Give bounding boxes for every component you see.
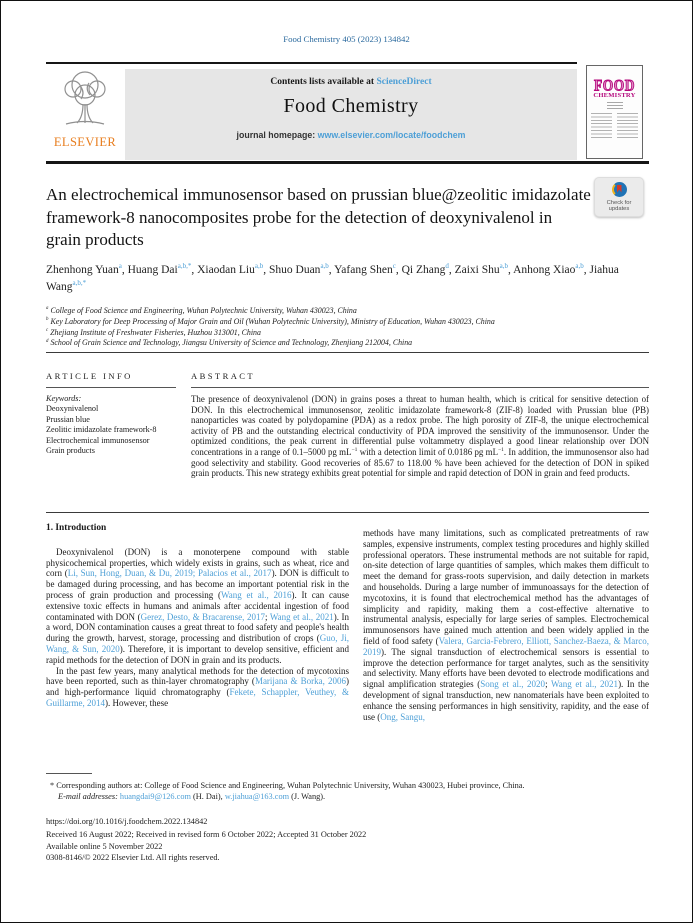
text-segment: In the past few years, many analytical methods for the detection of mycotoxins have been reported, such as thin-layer chromatography ( (46, 665, 349, 687)
author-name: Zaixi Shu (454, 264, 500, 276)
author-affiliation-sup[interactable]: a (118, 262, 122, 271)
page-citation: Food Chemistry 405 (2023) 134842 (283, 34, 410, 44)
affiliations-rule (46, 352, 649, 353)
contents-prefix: Contents lists available at (270, 77, 377, 87)
text-segment: methods have many limitations, such as complicated pretreatments of raw samples, expensive instruments, complex testing procedures and highly skilled professional operators. These instrumental methods are not suitable for rapid, on-site detection of large quantities of samples, which makes them difficult to meet the demand for grass-roots supervision, and daily detection in markets and households. During a large number of immunoassays for the detection of mycotoxins, it is found that electrochemical method has the advantages of simplicity and rapidity, making them a cost-effective alternative to instrumental analysis, especially for large series of samples. Electrochemical immunosensors have gained much attention and been widely applied in the field of food safety ( (363, 528, 649, 646)
author-affiliation-sup[interactable]: a,b (320, 262, 329, 271)
intro-right-column (363, 528, 649, 722)
author-affiliation-sup[interactable]: d (445, 262, 449, 271)
contents-line (125, 77, 577, 87)
affiliation-text: School of Grain Science and Technology, Jiangsu University of Science and Technology, Zhenjiang 212004, China (50, 338, 413, 348)
text-segment: ; (545, 679, 551, 690)
author-name: Xiaodan Liu (197, 264, 255, 276)
author-affiliation-sup[interactable]: a,b (254, 262, 264, 271)
crossmark-icon (612, 182, 627, 197)
keywords-label: Keywords: (46, 394, 82, 403)
citation-link[interactable]: huangdai9@126.com (119, 792, 191, 802)
author-separator: , (191, 264, 198, 276)
text-segment: ). DON is difficult to be damaged during processing, and has become an important potential risk in the process of grain production and processing ( (46, 568, 349, 600)
corresponding-text: * Corresponding authors at: College of Food Science and Engineering, Wuhan Polytechnic University, Wuhan 430023, Hubei province, China. (50, 781, 525, 790)
author-separator: , (583, 264, 590, 276)
text-segment: Deoxynivalenol (DON) is a monoterpene compound with stable physicochemical properties, which widely exists in grains, such as wheat, rice and corn ( (46, 546, 349, 579)
text-segment: ) and high-performance liquid chromatography ( (46, 676, 349, 698)
text-segment: ). It can cause extensive toxic effects in humans and animals after accidental ingestion of food contaminated with DON ( (46, 589, 349, 622)
text-segment: ; (264, 611, 270, 622)
affiliation-sup: d (46, 338, 49, 344)
citation-link[interactable]: Marijana & Borka, 2006 (254, 676, 346, 687)
top-rule (46, 62, 577, 64)
elsevier-tree-icon (57, 67, 113, 129)
author-separator: , (328, 264, 335, 276)
check-updates-badge[interactable] (594, 177, 644, 217)
sciencedirect-link[interactable]: ScienceDirect (376, 77, 432, 87)
affiliation-sup: a (46, 306, 49, 312)
affiliations (46, 306, 649, 349)
check-updates-label: Check for updates (606, 199, 632, 212)
cover-editor-lines (587, 111, 642, 140)
text-segment: . In addition, the immunosensor also had good selectivity and stability. Good recoveries of 85.67 to 118.00 % have been achieved for the detection of DON in spiked grain products. This new strategy exhibits great potential for simple and rapid detection of DON in grain and feed products. (191, 446, 649, 479)
text-segment: (H. Dai), (190, 792, 225, 802)
author-affiliation-sup[interactable]: a,b,* (72, 278, 87, 287)
citation-link[interactable]: w.jiahua@163.com (224, 792, 290, 802)
journal-cover-thumbnail[interactable] (586, 65, 643, 159)
homepage-link[interactable]: www.elsevier.com/locate/foodchem (317, 130, 466, 140)
author-affiliation-sup[interactable]: a,b,* (177, 262, 192, 271)
section-heading-introduction: 1. Introduction (46, 523, 107, 533)
author-name: Huang Dai (127, 264, 178, 276)
available-online-line: Available online 5 November 2022 (46, 842, 163, 851)
elsevier-logo[interactable] (46, 67, 124, 150)
author-separator: , (448, 264, 455, 276)
author-name: Anhong Xiao (513, 264, 576, 276)
journal-banner (125, 69, 577, 160)
citation-link[interactable]: Li, Sun, Hong, Duan, & Du, 2019; Palacios et al., 2017 (67, 568, 272, 579)
text-segment: ). The signal transduction of electrochemical sensors is essential to improve the detection performance for target analytes, such as the sensitivity and selectivity. Many efforts have been devoted to electrode modifications and signal amplification strategies ( (363, 646, 649, 690)
text-segment: The presence of deoxynivalenol (DON) in grains poses a threat to human health, which is critical for sensitive detection of DON. In this electrochemical immunosensor, zeolitic imidazolate framework-8 (ZIF-8) loaded with Prussian blue (PB) nanoparticles was coated by polydopamine (PDA) as a redox probe. The high porosity of ZIF-8, the unique electrochemical activity of PB and the outstanding electrical conductivity of PDA improved the sensitivity of the immunosensor. Under the optimized conditions, the peak current in differential pulse voltammetry displayed a good linear relationship over DON concentrations in a range of 0.1–5000 pg mL (191, 394, 649, 457)
intro-paragraph-1 (46, 547, 349, 666)
citation-link[interactable]: Ong, Sangu, (380, 711, 425, 722)
keyword-item: Electrochemical immunosensor (46, 435, 150, 445)
cover-title-food: FOOD (594, 76, 635, 95)
affiliation-sup: b (46, 317, 49, 323)
cover-title-chemistry: CHEMISTRY (593, 92, 636, 99)
author-name: Qi Zhang (401, 264, 446, 276)
footnote-rule (46, 773, 92, 774)
text-segment: ). However, these (105, 697, 169, 708)
abstract-header: ABSTRACT (191, 371, 256, 381)
text-segment: (J. Wang). (289, 792, 326, 802)
keyword-item: Deoxynivalenol (46, 404, 99, 414)
article-info-rule (46, 387, 176, 388)
elsevier-wordmark: ELSEVIER (53, 135, 117, 149)
affiliation-sup: c (46, 327, 49, 333)
text-segment: −1 (351, 447, 358, 453)
author-affiliation-sup[interactable]: c (392, 262, 396, 271)
author-name: Yafang Shen (334, 264, 393, 276)
text-segment: −1 (498, 447, 504, 453)
abstract-bottom-rule (46, 512, 649, 513)
author-affiliation-sup[interactable]: a,b (575, 262, 584, 271)
citation-link[interactable]: Song et al., 2020 (480, 679, 546, 690)
author-separator: , (263, 264, 269, 276)
intro-paragraph-3 (363, 528, 649, 722)
affiliation-row (46, 306, 649, 317)
affiliation-text: College of Food Science and Engineering, Wuhan Polytechnic University, Wuhan 430023, China (50, 306, 357, 315)
text-segment: ). In a word, DON contamination causes a great threat to food safety and people's health during the growth, harvest, storage, processing and distribution of crops ( (46, 611, 350, 644)
authors-line (46, 262, 631, 295)
copyright-line: 0308-8146/© 2022 Elsevier Ltd. All rights reserved. (46, 853, 220, 862)
intro-left-column (46, 523, 349, 709)
citation-link[interactable]: Fekete, Schappler, Veuthey, & Guillarme, 2014 (46, 687, 349, 708)
cover-subtitle-lines (607, 102, 623, 111)
citation-link[interactable]: Guo, Ji, Wang, & Sun, 2020 (46, 633, 349, 654)
author-name: Shuo Duan (269, 264, 321, 276)
citation-link[interactable]: Wang et al., 2021 (551, 679, 619, 690)
affiliation-text: Key Laboratory for Deep Processing of Major Grain and Oil (Wuhan Polytechnic University), Ministry of Education, Wuhan 430023, China (50, 316, 495, 326)
received-line: Received 16 August 2022; Received in revised form 6 October 2022; Accepted 31 October 2022 (46, 830, 367, 839)
abstract-rule (191, 387, 649, 388)
keyword-item: Grain products (46, 446, 95, 456)
doi-link[interactable]: https://doi.org/10.1016/j.foodchem.2022.134842 (46, 817, 208, 826)
keyword-item: Prussian blue (46, 414, 90, 424)
author-separator: , (121, 264, 128, 276)
author-affiliation-sup[interactable]: a,b (499, 262, 508, 271)
text-segment: with a detection limit of 0.0186 pg mL (357, 446, 499, 457)
citation-link[interactable]: Wang et al., 2016 (220, 589, 292, 600)
banner-bottom-rule (46, 161, 649, 164)
affiliation-row (46, 328, 649, 339)
corresponding-note (50, 780, 647, 803)
article-title: An electrochemical immunosensor based on prussian blue@zeolitic imidazolate framework-8 nanocomposites probe for the detection of deoxynivalenol in grain products (46, 185, 591, 249)
citation-link[interactable]: Valera, Garcia-Febrero, Elliott, Sanchez-Baeza, & Marco, 2019 (363, 635, 649, 657)
email-line (50, 791, 647, 802)
author-separator: , (395, 264, 402, 276)
author-name: Zhenhong Yuan (46, 264, 119, 276)
author-name: Jiahua Wang (46, 264, 619, 293)
author-separator: , (507, 264, 514, 276)
keywords-block (46, 394, 186, 456)
affiliation-text: Zhejiang Institute of Freshwater Fisheries, Huzhou 313001, China (50, 327, 261, 337)
article-info-header: ARTICLE INFO (46, 371, 133, 381)
homepage-line (125, 130, 577, 140)
affiliation-row (46, 338, 649, 349)
text-segment: E-mail addresses: (58, 792, 120, 802)
text-segment: ). In the development of signal transduction, new nanomaterials have been exploited to enhance the sensing performances in high sensitivity, rapidity, and the ease of use ( (363, 679, 649, 722)
keyword-item: Zeolitic imidazolate framework-8 (46, 425, 157, 435)
affiliation-row (46, 317, 649, 328)
citation-link[interactable]: Gerez, Desto, & Bracarense, 2017 (140, 611, 265, 622)
journal-title: Food Chemistry (283, 95, 419, 117)
abstract-text (191, 394, 649, 479)
citation-link[interactable]: Wang et al., 2021 (269, 611, 334, 622)
homepage-prefix: journal homepage: (236, 130, 318, 140)
text-segment: ). Therefore, it is important to develop sensitive, efficient and rapid methods for the detection of DON in grain and its products. (46, 643, 349, 665)
intro-paragraph-2 (46, 666, 349, 709)
